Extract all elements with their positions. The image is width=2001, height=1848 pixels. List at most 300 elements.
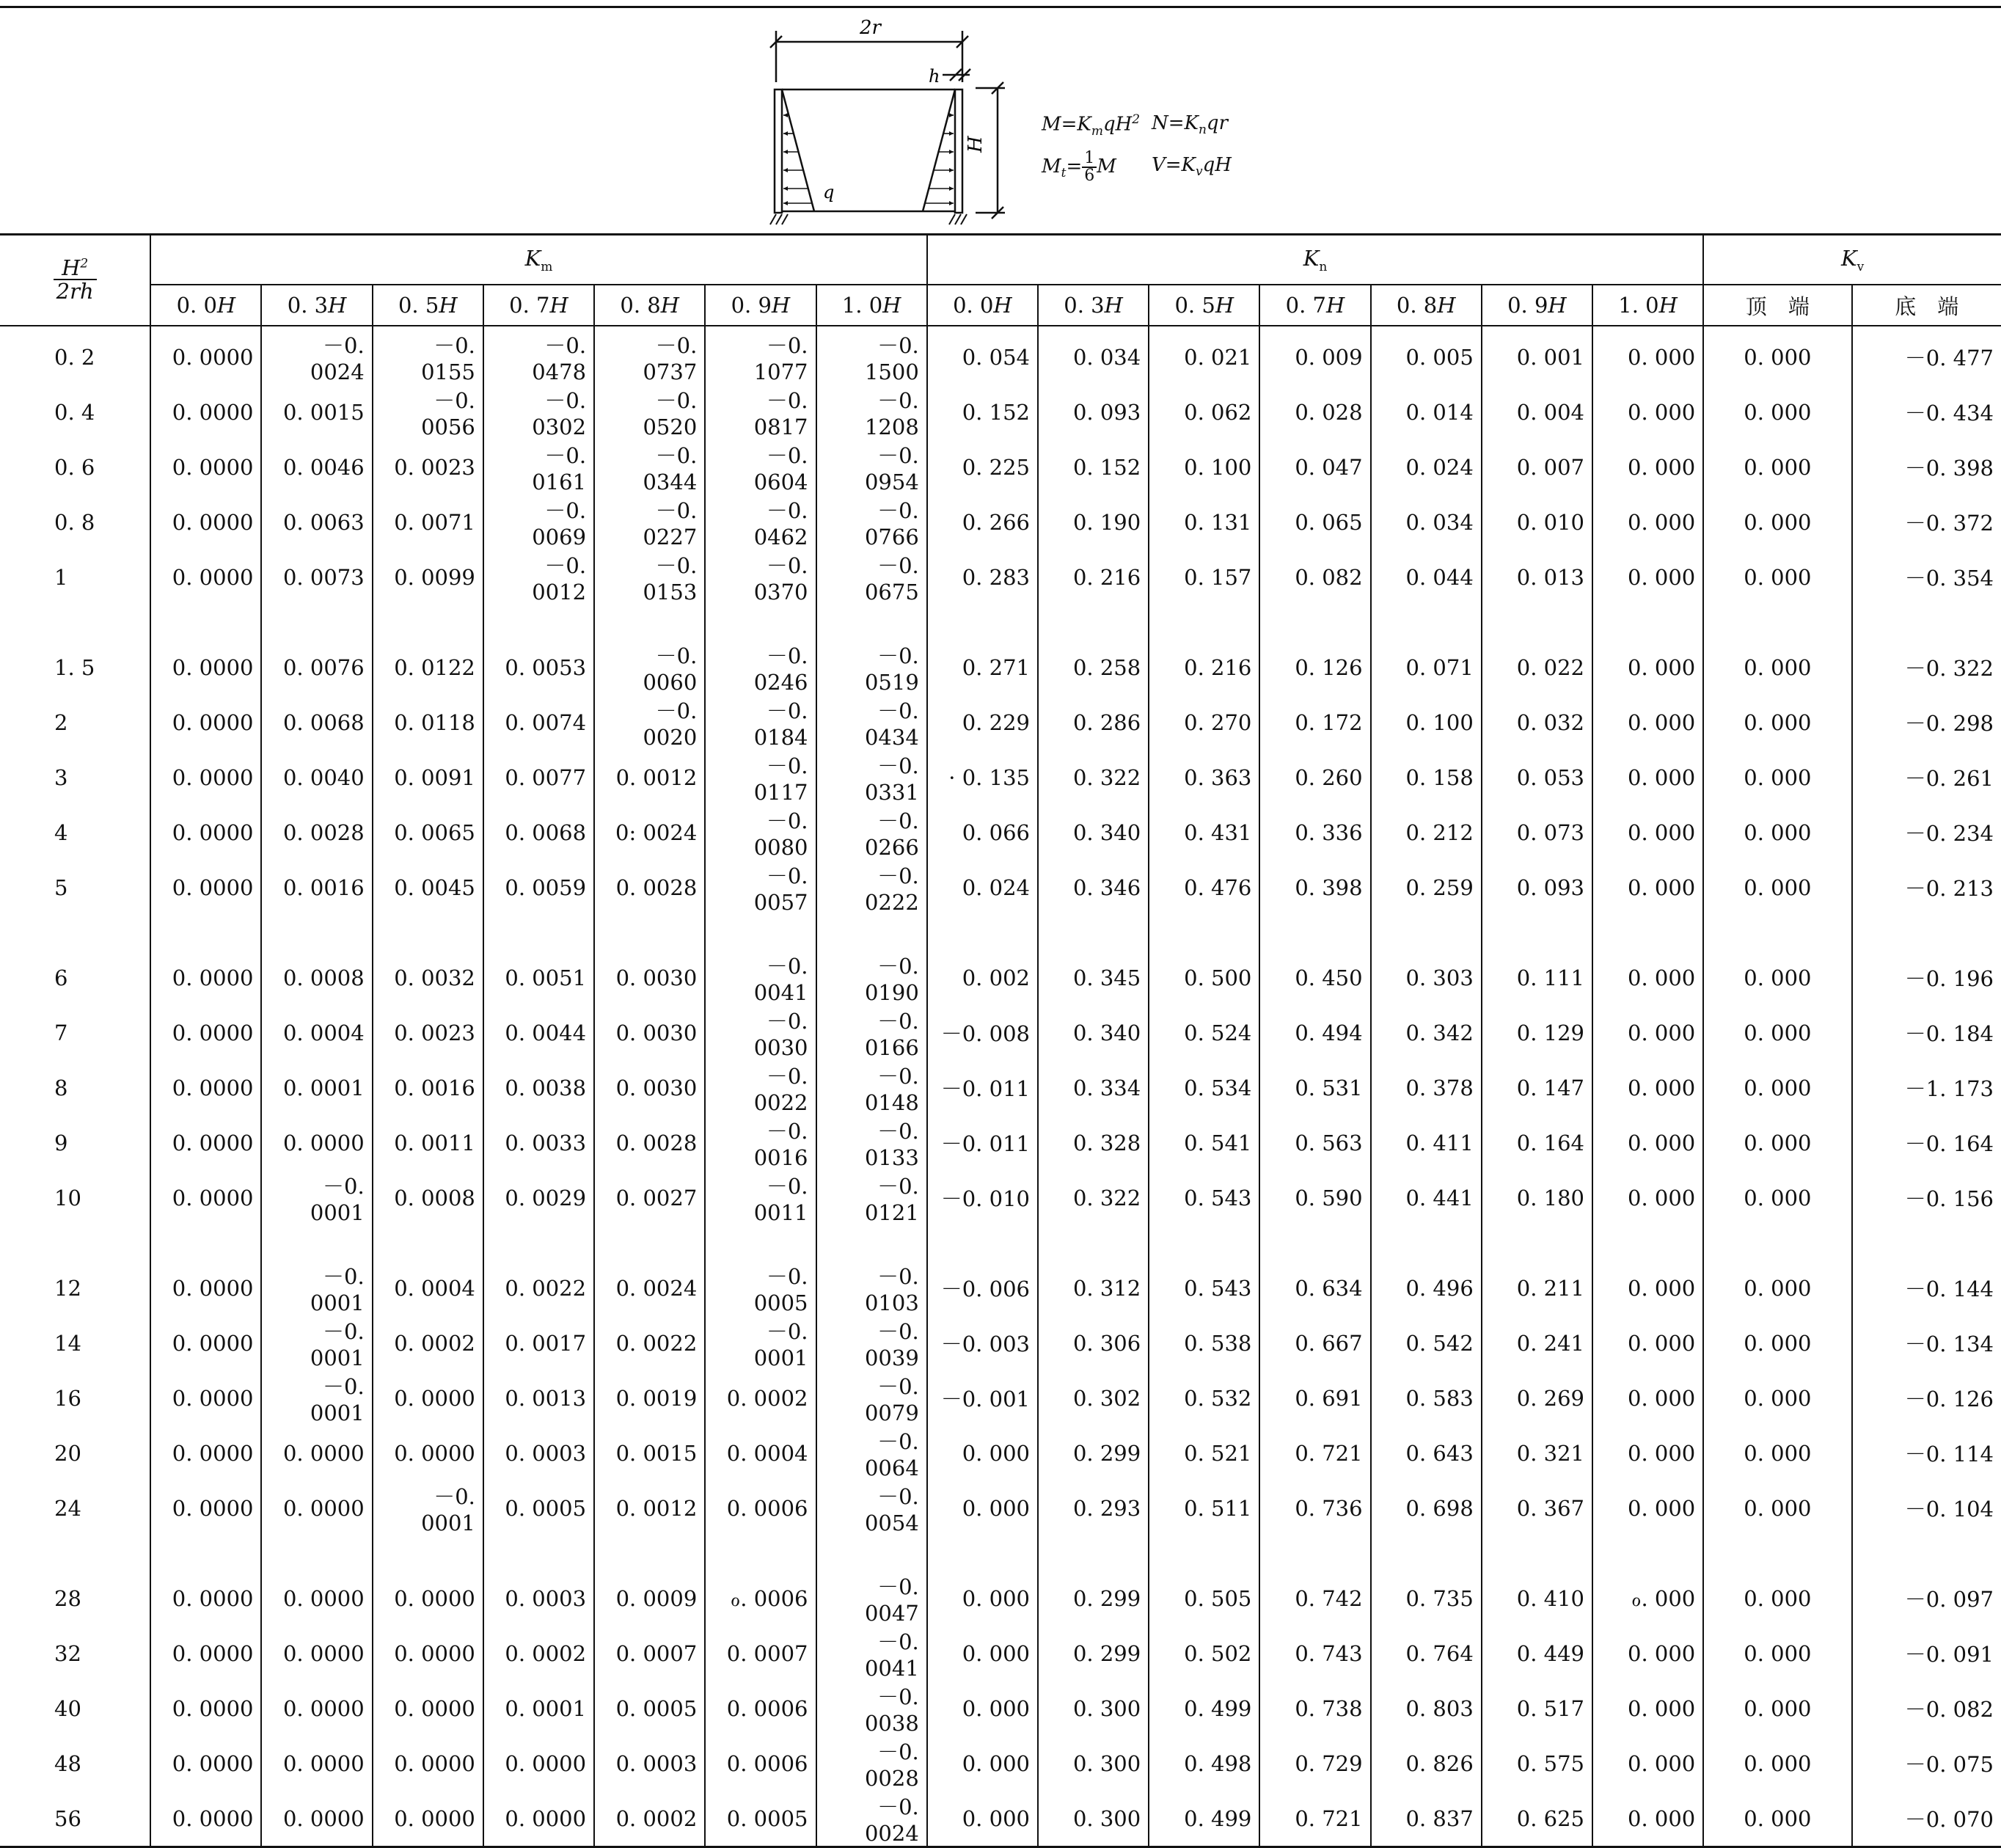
table-cell: －0. 0954 (816, 439, 927, 494)
table-cell: 0. 0077 (483, 750, 594, 805)
table-row (0, 384, 2001, 439)
table-cell: －0. 134 (1852, 1315, 2001, 1370)
table-cell: 0. 000 (1592, 384, 1703, 439)
table-cell: 0. 575 (1482, 1736, 1592, 1791)
table-row (0, 1535, 2001, 1626)
table-cell: 0. 496 (1371, 1225, 1482, 1315)
table-cell: 0. 034 (1038, 326, 1149, 384)
table-cell: 0. 691 (1259, 1370, 1370, 1425)
table-cell: 0. 065 (1259, 494, 1370, 549)
table-cell: 0. 0006 (705, 1736, 816, 1791)
table-cell: －0. 0039 (816, 1315, 927, 1370)
kv-col-bottom: 底 端 (1852, 285, 2001, 326)
table-cell: 0. 590 (1259, 1170, 1370, 1225)
table-cell: －0. 298 (1852, 695, 2001, 750)
table-cell: 0. 0071 (373, 494, 483, 549)
table-cell: 0. 0000 (150, 1315, 261, 1370)
table-cell: 0. 0028 (261, 805, 372, 860)
table-row (0, 695, 2001, 750)
table-cell: 0. 164 (1482, 1115, 1592, 1170)
km-col-3: 0. 7H (483, 285, 594, 326)
table-cell: 0. 303 (1371, 915, 1482, 1005)
table-cell: 0. 216 (1038, 549, 1149, 605)
table-cell: 0. 302 (1038, 1370, 1149, 1425)
table-cell: 0. 542 (1371, 1315, 1482, 1370)
table-cell: 0. 000 (1592, 695, 1703, 750)
ratio-value: 2 (54, 709, 68, 735)
table-cell: 0. 0002 (483, 1626, 594, 1681)
table-cell: 0. 494 (1259, 1005, 1370, 1060)
left-wall (775, 90, 782, 213)
table-cell: 0. 000 (927, 1626, 1038, 1681)
table-cell: 0. 044 (1371, 549, 1482, 605)
table-cell: 0. 0000 (150, 1115, 261, 1170)
table-row (0, 1626, 2001, 1681)
table-cell: －0. 003 (927, 1315, 1038, 1370)
ratio-value: 0. 2 (54, 344, 95, 370)
table-cell: －0. 0041 (705, 915, 816, 1005)
table-cell: 0. 0004 (705, 1425, 816, 1480)
table-cell: 0. 000 (1703, 1060, 1851, 1115)
ratio-value: 16 (54, 1385, 81, 1411)
table-cell: －0. 0462 (705, 494, 816, 549)
table-cell: －0. 011 (927, 1060, 1038, 1115)
table-cell: 0. 0002 (705, 1370, 816, 1425)
kn-col-4: 0. 8H (1371, 285, 1482, 326)
table-cell: 0. 476 (1149, 860, 1259, 915)
table-cell: 0. 312 (1038, 1225, 1149, 1315)
table-cell: 0. 0023 (373, 1005, 483, 1060)
table-cell: 0. 269 (1482, 1370, 1592, 1425)
table-cell: 0. 698 (1371, 1480, 1482, 1535)
table-cell: 0. 000 (1592, 1170, 1703, 1225)
table-cell: 0. 000 (1703, 695, 1851, 750)
table-cell: －0. 0266 (816, 805, 927, 860)
table-cell: 0. 0091 (373, 750, 483, 805)
table-cell: －0. 0302 (483, 384, 594, 439)
table-cell: 0. 0030 (594, 1060, 705, 1115)
table-cell: －0. 008 (927, 1005, 1038, 1060)
table-cell: 0. 216 (1149, 605, 1259, 695)
km-col-5: 0. 9H (705, 285, 816, 326)
table-cell: －0. 0028 (816, 1736, 927, 1791)
table-cell: －0. 0344 (594, 439, 705, 494)
table-cell: 0. 0000 (150, 384, 261, 439)
ratio-value: 24 (54, 1495, 81, 1521)
table-cell: 0. 0000 (373, 1626, 483, 1681)
table-cell: 0. 0000 (150, 1480, 261, 1535)
table-cell: 0. 000 (927, 1736, 1038, 1791)
table-cell: 0. 0000 (373, 1681, 483, 1736)
table-cell: 0. 543 (1149, 1170, 1259, 1225)
table-cell: 0. 000 (1703, 750, 1851, 805)
table-cell: 0. 0000 (150, 1170, 261, 1225)
table-cell: 0. 000 (1592, 1736, 1703, 1791)
table-cell: 0. 367 (1482, 1480, 1592, 1535)
table-cell: 0. 0000 (373, 1736, 483, 1791)
table-cell: 0. 093 (1482, 860, 1592, 915)
table-row (0, 1370, 2001, 1425)
table-cell: 0. 345 (1038, 915, 1149, 1005)
table-cell: 0. 0000 (373, 1425, 483, 1480)
table-cell: 0. 180 (1482, 1170, 1592, 1225)
table-cell: 0. 053 (1482, 750, 1592, 805)
table-cell: 0. 736 (1259, 1480, 1370, 1535)
table-cell: 0. 225 (927, 439, 1038, 494)
table-cell: 0. 0022 (483, 1225, 594, 1315)
table-cell: 0. 532 (1149, 1370, 1259, 1425)
table-cell: 0. 0027 (594, 1170, 705, 1225)
table-cell: 0. 743 (1259, 1626, 1370, 1681)
table-cell: －0. 010 (927, 1170, 1038, 1225)
km-col-6: 1. 0H (816, 285, 927, 326)
kn-col-2: 0. 5H (1149, 285, 1259, 326)
table-cell: 0. 378 (1371, 1060, 1482, 1115)
table-cell: －0. 0370 (705, 549, 816, 605)
table-cell: 0. 000 (1703, 326, 1851, 384)
table-cell: －0. 0001 (705, 1315, 816, 1370)
kn-header: $K_n$ (927, 235, 1703, 285)
table-cell: －0. 091 (1852, 1626, 2001, 1681)
table-cell: －0. 0331 (816, 750, 927, 805)
table-cell: 0. 300 (1038, 1736, 1149, 1791)
table-cell: 0. 729 (1259, 1736, 1370, 1791)
table-cell: －0. 0190 (816, 915, 927, 1005)
table-cell: 0. 000 (1592, 1791, 1703, 1847)
table-cell: 0. 0000 (150, 695, 261, 750)
table-cell: 0. 000 (1592, 1425, 1703, 1480)
ratio-value: 6 (54, 965, 68, 990)
table-cell: －0. 322 (1852, 605, 2001, 695)
table-row (0, 1480, 2001, 1535)
table-cell: 0. 505 (1149, 1535, 1259, 1626)
table-cell: ℴ. 0006 (705, 1535, 816, 1626)
table-cell: －0. 0161 (483, 439, 594, 494)
table-cell: 0. 000 (927, 1480, 1038, 1535)
table-cell: －0. 0766 (816, 494, 927, 549)
table-cell: 0. 534 (1149, 1060, 1259, 1115)
ratio-value: 1. 5 (54, 654, 95, 680)
table-cell: 0. 0004 (261, 1005, 372, 1060)
table-cell: 0. 007 (1482, 439, 1592, 494)
table-cell: 0. 0000 (150, 439, 261, 494)
table-cell: －0. 196 (1852, 915, 2001, 1005)
table-cell: －0. 234 (1852, 805, 2001, 860)
table-cell: 0. 131 (1149, 494, 1259, 549)
table-cell: 0. 000 (1703, 384, 1851, 439)
table-cell: 0. 009 (1259, 326, 1370, 384)
table-cell: 0. 005 (1371, 326, 1482, 384)
table-cell: 0. 0000 (150, 1681, 261, 1736)
table-cell: 0. 000 (1703, 1736, 1851, 1791)
table-cell: 0. 0001 (483, 1681, 594, 1736)
table-cell: 0. 100 (1149, 439, 1259, 494)
table-cell: 0. 643 (1371, 1425, 1482, 1480)
table-cell: 0. 0000 (483, 1791, 594, 1847)
table-cell: －0. 0117 (705, 750, 816, 805)
top-rule (0, 6, 2001, 8)
table-cell: －0. 0155 (373, 326, 483, 384)
table-cell: 0. 0000 (150, 1535, 261, 1626)
table-cell: 0. 0028 (594, 860, 705, 915)
kv-col-top: 顶 端 (1703, 285, 1851, 326)
table-cell: －0. 0001 (373, 1480, 483, 1535)
table-row (0, 1681, 2001, 1736)
table-cell: 0. 499 (1149, 1791, 1259, 1847)
table-cell: 0. 002 (927, 915, 1038, 1005)
table-cell: 0. 0000 (150, 805, 261, 860)
table-cell: 0. 563 (1259, 1115, 1370, 1170)
table-cell: 0. 000 (1703, 605, 1851, 695)
table-cell: 0. 0017 (483, 1315, 594, 1370)
table-cell: 0. 0019 (594, 1370, 705, 1425)
table-cell: －1. 173 (1852, 1060, 2001, 1115)
table-cell: 0. 0063 (261, 494, 372, 549)
table-cell: 0. 0009 (594, 1535, 705, 1626)
table-cell: 0. 073 (1482, 805, 1592, 860)
table-cell: 0. 022 (1482, 605, 1592, 695)
table-cell: 0. 411 (1371, 1115, 1482, 1170)
table-cell: 0. 336 (1259, 805, 1370, 860)
label-q: q (823, 182, 835, 202)
table-cell: 0. 0030 (594, 915, 705, 1005)
table-cell: 0. 000 (1592, 1115, 1703, 1170)
table-cell: 0. 0016 (261, 860, 372, 915)
table-cell: －0. 075 (1852, 1736, 2001, 1791)
table-cell: 0. 0076 (261, 605, 372, 695)
table-cell: 0. 000 (1703, 1681, 1851, 1736)
table-cell: 0. 342 (1371, 1005, 1482, 1060)
table-cell: 0. 000 (1703, 1425, 1851, 1480)
table-cell: 0. 021 (1149, 326, 1259, 384)
table-cell: 0. 013 (1482, 549, 1592, 605)
table-cell: 0. 0008 (373, 1170, 483, 1225)
table-cell: 0. 517 (1482, 1681, 1592, 1736)
table-cell: 0. 0059 (483, 860, 594, 915)
table-cell: 0. 363 (1149, 750, 1259, 805)
table-cell: 0. 0000 (150, 1005, 261, 1060)
table-cell: －0. 1208 (816, 384, 927, 439)
table-cell: 0. 0038 (483, 1060, 594, 1115)
table-cell: 0. 000 (1592, 805, 1703, 860)
table-cell: 0. 0046 (261, 439, 372, 494)
table-cell: 0. 502 (1149, 1626, 1259, 1681)
table-cell: 0. 0000 (150, 1425, 261, 1480)
table-row (0, 1425, 2001, 1480)
table-cell: －0. 0020 (594, 695, 705, 750)
table-cell: －0. 0148 (816, 1060, 927, 1115)
ratio-value: 28 (54, 1585, 81, 1611)
table-cell: 0. 000 (1703, 494, 1851, 549)
table-cell: ℴ. 000 (1592, 1535, 1703, 1626)
table-cell: －0. 0227 (594, 494, 705, 549)
km-col-2: 0. 5H (373, 285, 483, 326)
table-cell: 0. 241 (1482, 1315, 1592, 1370)
table-cell: 0. 0122 (373, 605, 483, 695)
table-cell: －0. 0041 (816, 1626, 927, 1681)
table-cell: 0. 000 (1703, 1225, 1851, 1315)
table-cell: 0. 0005 (483, 1480, 594, 1535)
table-cell: 0. 0000 (373, 1791, 483, 1847)
table-cell: 0. 431 (1149, 805, 1259, 860)
table-cell: 0. 0002 (594, 1791, 705, 1847)
table-cell: －0. 0153 (594, 549, 705, 605)
table-cell: 0. 0068 (261, 695, 372, 750)
table-cell: 0. 0051 (483, 915, 594, 1005)
table-cell: －0. 0054 (816, 1480, 927, 1535)
table-cell: 0. 0065 (373, 805, 483, 860)
table-cell: 0. 398 (1259, 860, 1370, 915)
table-row (0, 1170, 2001, 1225)
table-cell: 0. 721 (1259, 1791, 1370, 1847)
table-cell: 0. 000 (1703, 1626, 1851, 1681)
table-row (0, 439, 2001, 494)
ratio-value: 4 (54, 819, 68, 845)
label-2r: 2r (860, 17, 881, 39)
label-H: H (965, 136, 987, 153)
table-cell: －0. 0064 (816, 1425, 927, 1480)
table-cell: －0. 144 (1852, 1225, 2001, 1315)
table-cell: 0. 157 (1149, 549, 1259, 605)
table-cell: 0. 0000 (150, 549, 261, 605)
table-cell: 0. 054 (927, 326, 1038, 384)
table-cell: －0. 0001 (261, 1225, 372, 1315)
table-cell: 0. 172 (1259, 695, 1370, 750)
table-cell: 0. 283 (927, 549, 1038, 605)
table-cell: 0. 0000 (150, 915, 261, 1005)
table-cell: －0. 0133 (816, 1115, 927, 1170)
table-cell: －0. 434 (1852, 384, 2001, 439)
table-cell: 0. 0000 (150, 860, 261, 915)
table-row (0, 1225, 2001, 1315)
table-cell: 0. 499 (1149, 1681, 1259, 1736)
table-cell: 0. 082 (1259, 549, 1370, 605)
table-cell: 0. 0000 (150, 326, 261, 384)
table-cell: －0. 0001 (261, 1170, 372, 1225)
table-cell: 0. 024 (927, 860, 1038, 915)
table-cell: －0. 0079 (816, 1370, 927, 1425)
table-cell: －0. 0060 (594, 605, 705, 695)
ratio-value: 0. 6 (54, 454, 95, 480)
table-cell: 0. 0000 (150, 1370, 261, 1425)
table-cell: 0. 001 (1482, 326, 1592, 384)
table-row (0, 1736, 2001, 1791)
table-cell: 0. 0068 (483, 805, 594, 860)
table-cell: 0. 271 (927, 605, 1038, 695)
table-cell: 0. 000 (1592, 1315, 1703, 1370)
table-cell: 0. 0040 (261, 750, 372, 805)
ratio-value: 56 (0, 1791, 150, 1847)
table-cell: 0. 0011 (373, 1115, 483, 1170)
table-cell: 0. 000 (1592, 1005, 1703, 1060)
table-cell: 0. 000 (1592, 1370, 1703, 1425)
table-cell: 0. 449 (1482, 1626, 1592, 1681)
table-cell: 0. 0029 (483, 1170, 594, 1225)
table-cell: 0. 000 (1592, 326, 1703, 384)
table-cell: 0. 000 (1703, 1370, 1851, 1425)
table-cell: －0. 261 (1852, 750, 2001, 805)
table-cell: 0. 028 (1259, 384, 1370, 439)
table-cell: 0. 047 (1259, 439, 1370, 494)
kv-header: $K_v$ (1703, 235, 2001, 285)
table-cell: 0. 000 (927, 1791, 1038, 1847)
table-cell: 0. 100 (1371, 695, 1482, 750)
table-cell: 0. 543 (1149, 1225, 1259, 1315)
table-cell: －0. 097 (1852, 1535, 2001, 1626)
table-cell: 0. 0006 (705, 1480, 816, 1535)
table-cell: 0. 062 (1149, 384, 1259, 439)
table-cell: 0. 500 (1149, 915, 1259, 1005)
table-cell: 0. 286 (1038, 695, 1149, 750)
table-cell: 0. 0000 (150, 1626, 261, 1681)
table-cell: 0. 410 (1482, 1535, 1592, 1626)
table-cell: 0. 328 (1038, 1115, 1149, 1170)
table-cell: 0. 0003 (594, 1736, 705, 1791)
table-cell: －0. 0675 (816, 549, 927, 605)
table-cell: 0. 0024 (594, 1225, 705, 1315)
table-cell: 0. 270 (1149, 695, 1259, 750)
table-cell: 0. 260 (1259, 750, 1370, 805)
table-cell: －0. 477 (1852, 326, 2001, 384)
table-cell: 0. 000 (1592, 549, 1703, 605)
table-cell: 0. 000 (1703, 1480, 1851, 1535)
table-cell: 0. 126 (1259, 605, 1370, 695)
table-cell: 0. 034 (1371, 494, 1482, 549)
table-cell: 0. 524 (1149, 1005, 1259, 1060)
table-cell: 0. 306 (1038, 1315, 1149, 1370)
table-cell: 0. 0000 (261, 1535, 372, 1626)
table-cell: 0. 0003 (483, 1425, 594, 1480)
table-cell: 0. 000 (1703, 805, 1851, 860)
table-cell: －0. 0080 (705, 805, 816, 860)
table-cell: 0. 583 (1371, 1370, 1482, 1425)
table-cell: 0. 837 (1371, 1791, 1482, 1847)
table-cell: 0. 000 (1703, 549, 1851, 605)
table-cell: · 0. 135 (927, 750, 1038, 805)
table-cell: －0. 0030 (705, 1005, 816, 1060)
table-cell: －0. 0024 (816, 1791, 927, 1847)
tank-wall-diagram (756, 16, 1005, 229)
table-cell: 0. 634 (1259, 1225, 1370, 1315)
ratio-value: 40 (54, 1695, 81, 1721)
table-row (0, 860, 2001, 915)
table-cell: 0. 0022 (594, 1315, 705, 1370)
table-cell: 0. 0015 (594, 1425, 705, 1480)
table-cell: 0. 000 (1592, 494, 1703, 549)
km-col-0: 0. 0H (150, 285, 261, 326)
table-cell: 0. 738 (1259, 1681, 1370, 1736)
table-cell: －0. 156 (1852, 1170, 2001, 1225)
table-cell: －0. 001 (927, 1370, 1038, 1425)
table-cell: －0. 0056 (373, 384, 483, 439)
table-cell: －0. 0001 (261, 1315, 372, 1370)
fixed-support-hatching (770, 214, 967, 224)
table-cell: 0. 000 (1592, 605, 1703, 695)
table-cell: －0. 0166 (816, 1005, 927, 1060)
table-cell: 0. 299 (1038, 1626, 1149, 1681)
table-cell: 0. 0002 (373, 1315, 483, 1370)
table-cell: 0. 259 (1371, 860, 1482, 915)
ratio-header: $\frac{H^2}{2rh}$ (0, 235, 150, 326)
table-cell: 0. 0000 (150, 1736, 261, 1791)
table-cell: 0. 742 (1259, 1535, 1370, 1626)
table-cell: 0. 0001 (261, 1060, 372, 1115)
table-row (0, 805, 2001, 860)
table-cell: 0. 340 (1038, 1005, 1149, 1060)
table-cell: 0. 0016 (373, 1060, 483, 1115)
table-cell: 0. 0000 (150, 605, 261, 695)
table-cell: 0. 0044 (483, 1005, 594, 1060)
